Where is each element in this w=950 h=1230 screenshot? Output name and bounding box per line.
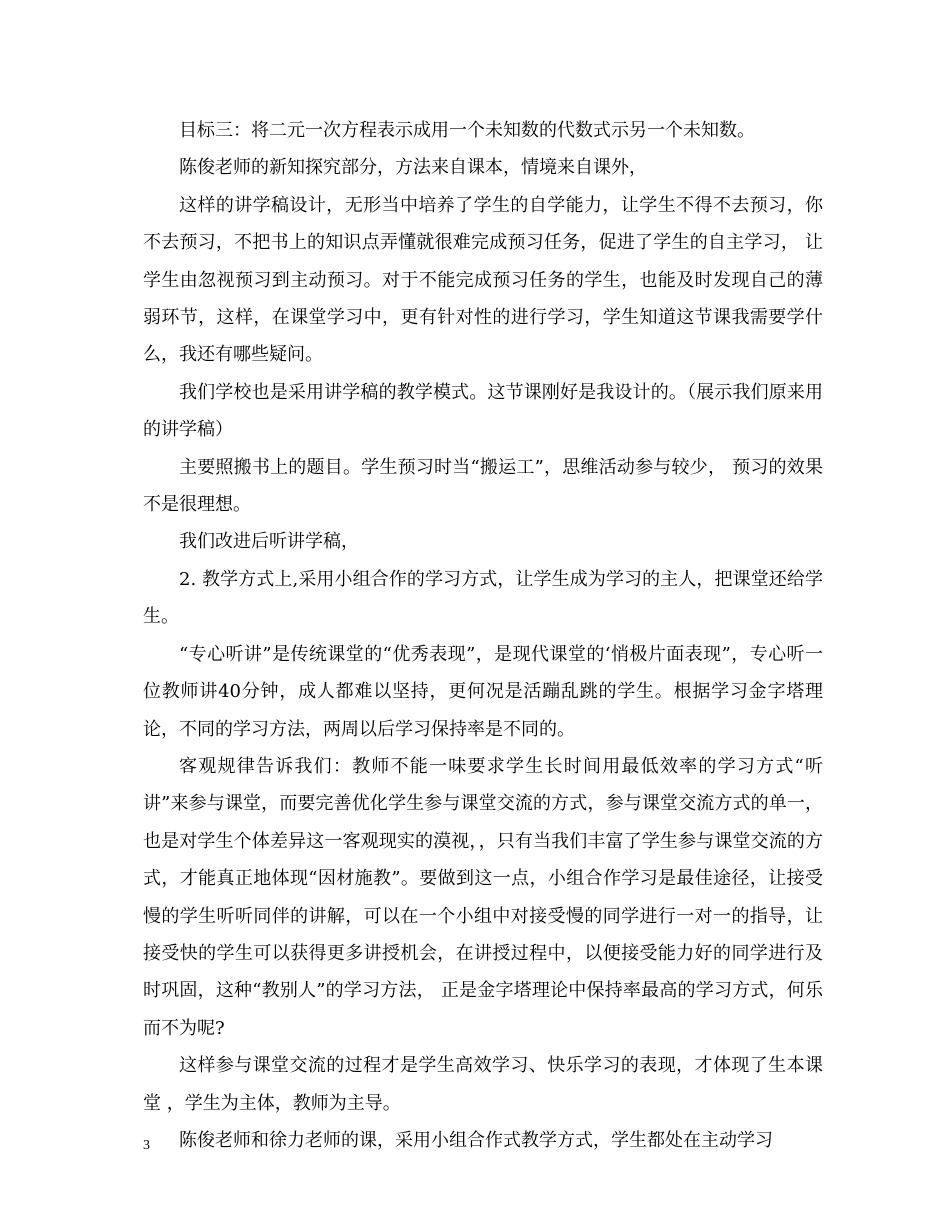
- paragraph-new-knowledge: 陈俊老师的新知探究部分，方法来自课本，情境来自课外，: [179, 157, 647, 179]
- paragraph-teaching-method: 2. 教学方式上,采用小组合作的学习方式，让学生成为学习的主人，把课堂还给学生。: [143, 568, 823, 628]
- paragraph-group-teaching: 陈俊老师和徐力老师的课，采用小组合作式教学方式，学生都处在主动学习: [179, 1129, 773, 1151]
- page-number: 3: [143, 1138, 150, 1153]
- paragraph-copy-textbook: 主要照搬书上的题目。学生预习时当“搬运工”，思维活动参与较少， 预习的效果不是很理想。: [143, 456, 823, 516]
- paragraph-school-model: 我们学校也是采用讲学稿的教学模式。这节课刚好是我设计的。（展示我们原来用的讲学稿）: [143, 381, 823, 441]
- paragraph-objective-laws: 客观规律告诉我们：教师不能一味要求学生长时间用最低效率的学习方式“听讲”来参与课堂，而要完善优化学生参与课堂交流的方式，参与课堂交流方式的单一，也是对学生个体差异这一客观现实的漠视，，只有当我们丰富了学生参与课堂交流的方式，才能真正地体现“因材施教”。要做到这一点，小组合作学习是最佳途径，让接受慢的学生听听同伴的讲解，可以在一个小组中对接受慢的同学进行一对一的指导，让接受快的学生可以获得更多讲授机会，在讲授过程中，以便接受能力好的同学进行及时巩固，这种“教别人”的学习方法， 正是金字塔理论中保持率最高的学习方式，何乐而不为呢?: [143, 755, 823, 1039]
- paragraph-participation: 这样参与课堂交流的过程才是学生高效学习、快乐学习的表现，才体现了生本课堂 ，学生为主体，教师为主导。: [143, 1055, 823, 1114]
- paragraph-improved: 我们改进后听讲学稿，: [179, 531, 359, 553]
- document-body: [143, 112, 823, 1159]
- paragraph-lecture-design: 这样的讲学稿设计，无形当中培养了学生的自学能力，让学生不得不去预习，你不去预习，不把书上的知识点弄懂就很难完成预习任务，促进了学生的自主学习， 让学生由忽视预习到主动预习。对于不能完成预习任务的学生，也能及时发现自己的薄弱环节，这样，在课堂学习中，更有针对性的进行学习，学生知道这节课我需要学什么，我还有哪些疑问。: [143, 194, 823, 366]
- paragraph-goal-three: 目标三：将二元一次方程表示成用一个未知数的代数式示另一个未知数。: [179, 120, 755, 141]
- paragraph-focused-listening: “专心听讲”是传统课堂的“优秀表现”，是现代课堂的‘悄极片面表现”，专心听一位教师讲40分钟，成人都难以坚持，更何况是活蹦乱跳的学生。根据学习金字塔理论，不同的学习方法，两周以后学习保持率是不同的。: [143, 643, 823, 740]
